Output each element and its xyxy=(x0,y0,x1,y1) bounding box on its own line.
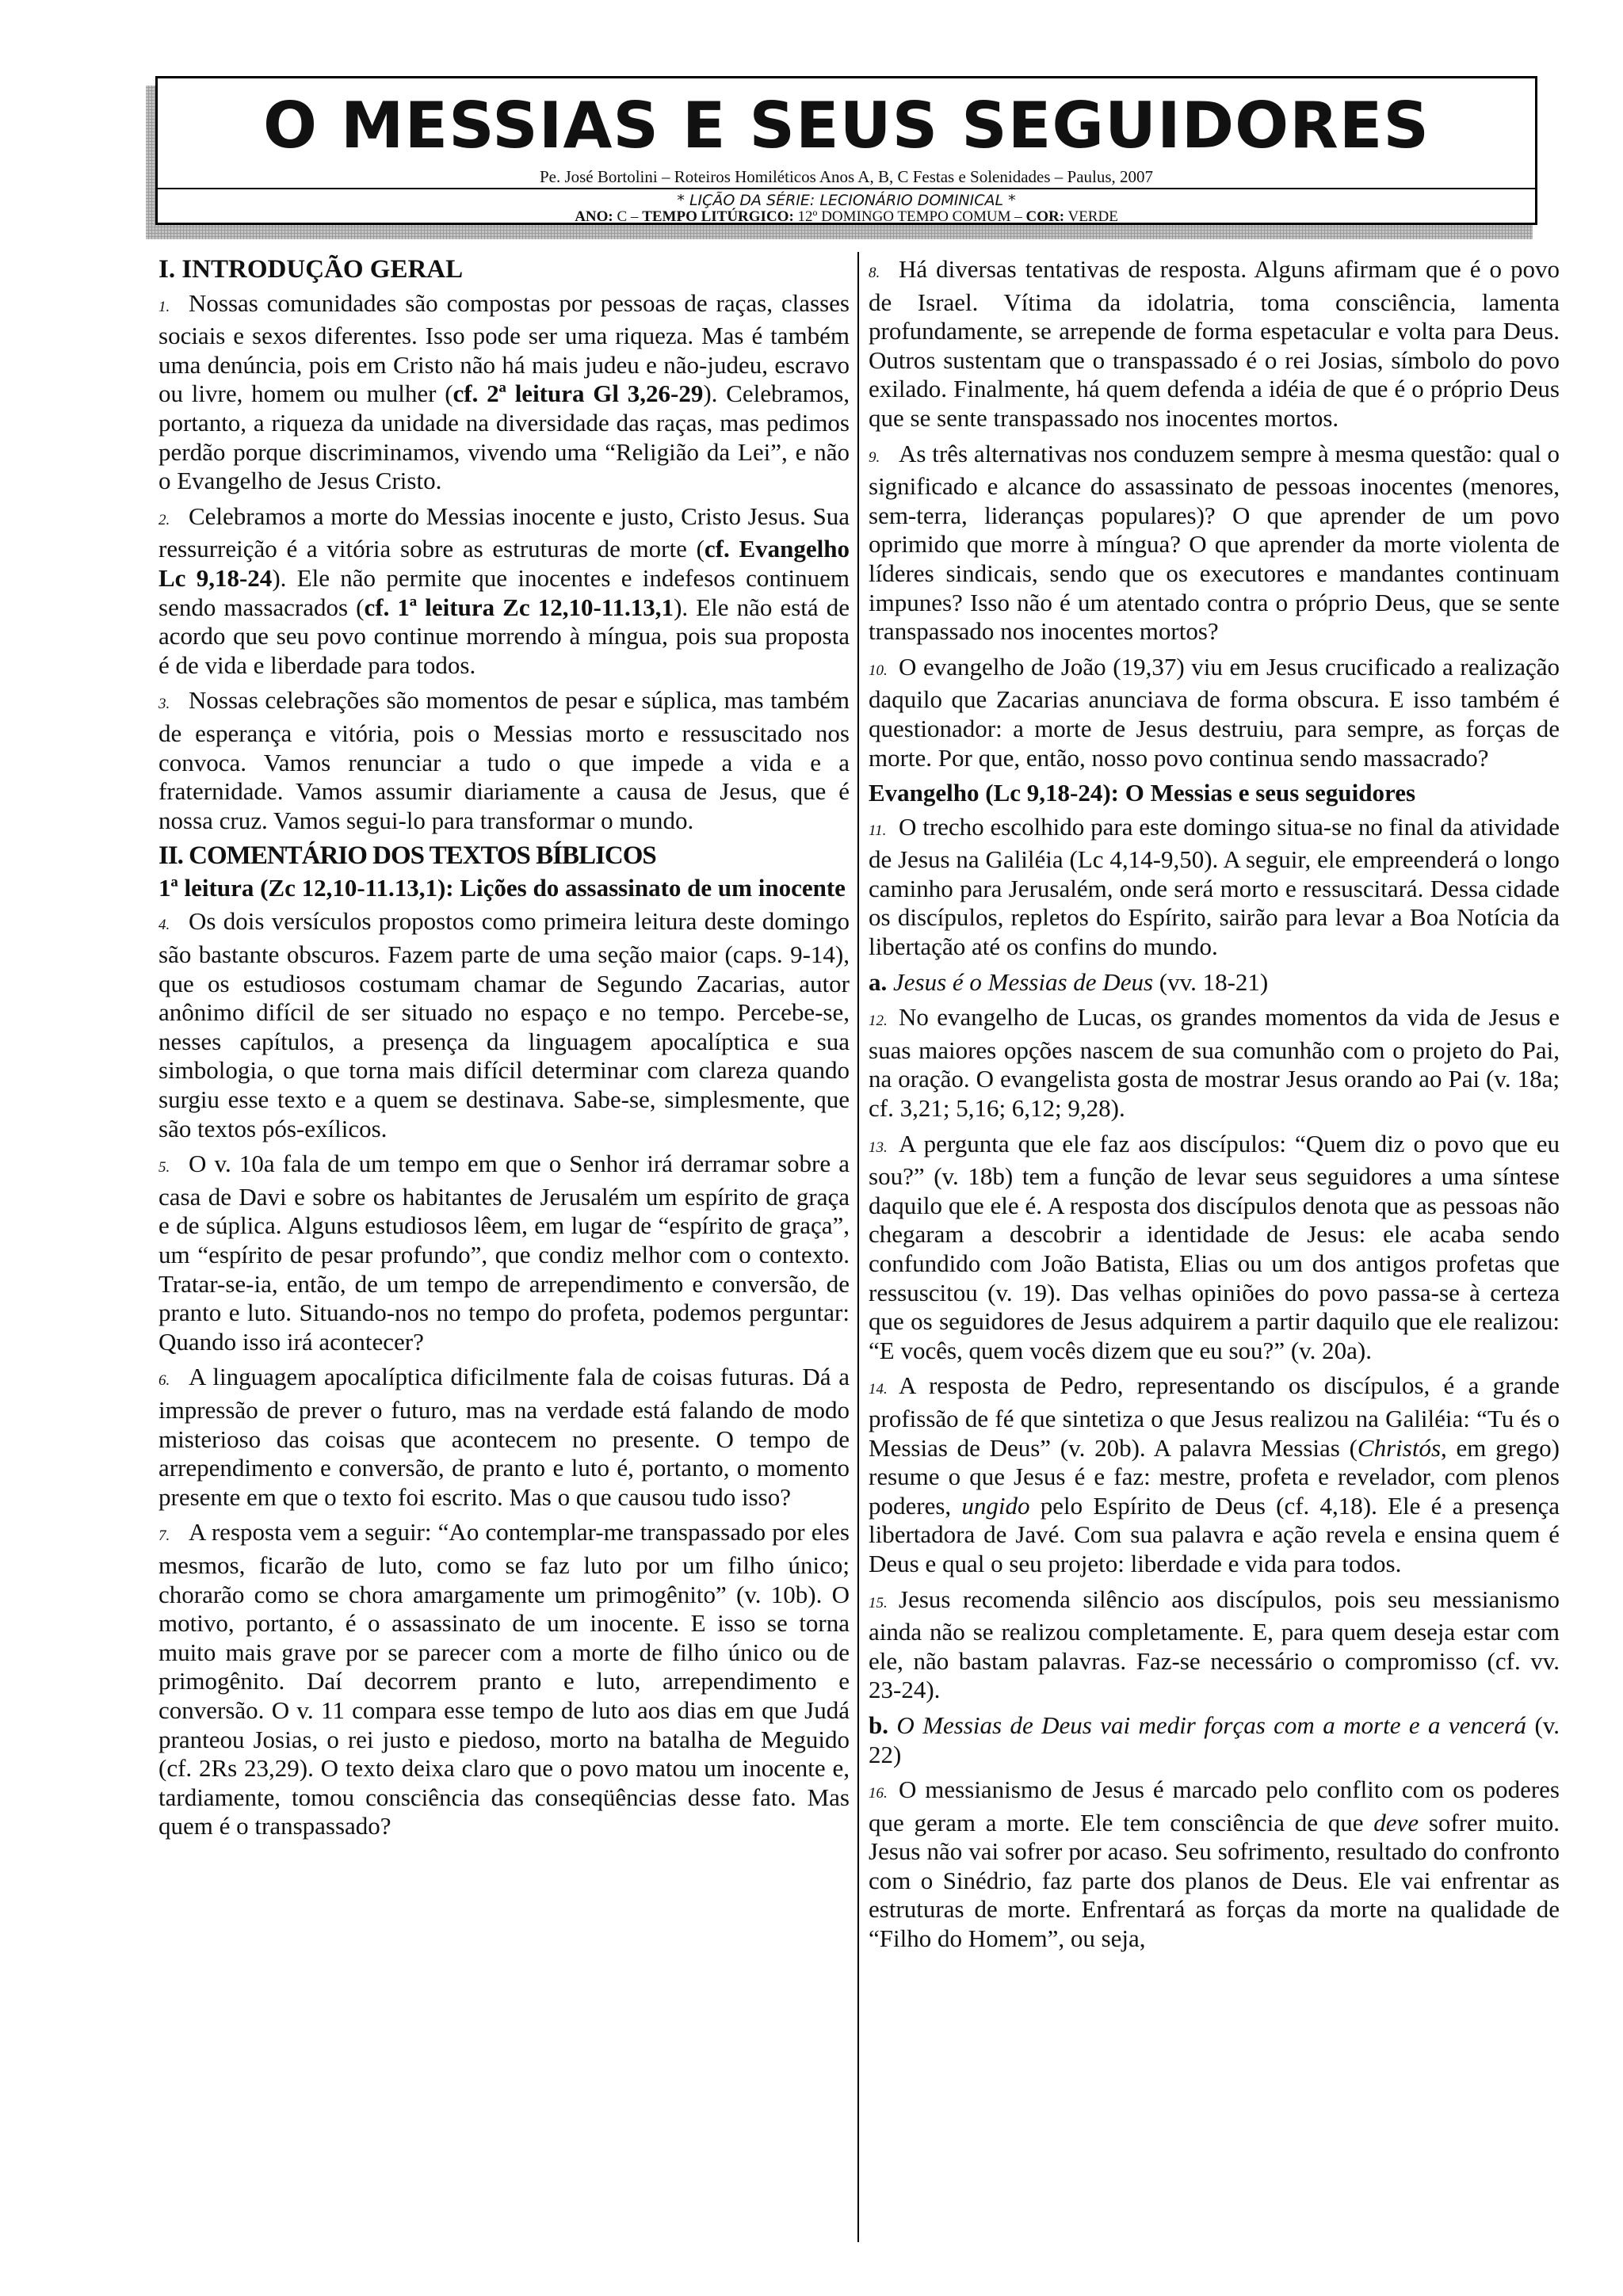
reference-bold: cf. 2ª leitura Gl 3,26-29 xyxy=(453,379,704,408)
tempo-value: 12º DOMINGO TEMPO COMUM – xyxy=(797,208,1022,225)
subheading-title: Jesus é o Messias de Deus xyxy=(893,967,1154,996)
paragraph-text: Jesus recomenda silêncio aos discípulos, pois seu messianismo ainda não se realizou completamente. E, para quem deseja estar com ele, não bastam palavras. Faz-se necessário o compromisso (cf. vv. 23-24). xyxy=(869,1585,1560,1704)
term-italic: deve xyxy=(1373,1808,1419,1836)
paragraph-text: Há diversas tentativas de resposta. Alguns afirmam que é o povo de Israel. Vítima da idolatria, toma consciência, lamenta profundamente, se arrepende de forma espetacular e volta para Deus. Outros sustentam que o transpassado é o rei Josias, símbolo do povo exilado. Finalmente, há quem defenda a idéia de que é o próprio Deus que se sente transpassado nos inocentes mortos. xyxy=(869,255,1560,432)
term-italic: Christós xyxy=(1357,1433,1442,1462)
paragraph-text: Nossas comunidades são compostas por pessoas de raças, classes sociais e sexos diferentes. Isso pode ser uma riqueza. Mas é também uma denúncia, pois em Cristo não há mais judeu e não-judeu, escravo ou livre, homem ou mulher ( xyxy=(158,288,850,408)
paragraph-number: 10. xyxy=(869,662,888,679)
paragraph-text: A pergunta que ele faz aos discípulos: “Quem diz o povo que eu sou?” (v. 18b) tem a função de levar seus seguidores a uma síntese daquilo que ele é. A resposta dos discípulos denota que as pessoas não chegaram a descobrir a identidade de Jesus: ele acaba sendo confundido com João Batista, Elias ou um dos antigos profetas que ressuscitou (v. 19). Das velhas opiniões do povo passa-se à certeza que os seguidores de Jesus adquirem a partir daquilo que ele realizou: “E vocês, quem vocês dizem que eu sou?” (v. 20a). xyxy=(869,1129,1560,1364)
paragraph-8 xyxy=(869,255,1560,433)
paragraph-text: A resposta vem a seguir: “Ao contemplar-me transpassado por eles mesmos, ficarão de luto, como se faz luto por um filho único; chorarão como se chora amargamente um primogênito” (v. 10b). O motivo, portanto, é o assassinato de um inocente. E isso se torna muito mais grave por se parecer com a morte de filho único ou de primogênito. Daí decorrem pranto e luto, arrependimento e conversão. O v. 11 compara esse tempo de luto aos dias em que Judá pranteou Josias, o rei justo e piedoso, morto na batalha de Meguido (cf. 2Rs 23,29). O texto deixa claro que o povo matou um inocente e, tardiamente, tomou consciência das conseqüências desse fato. Mas quem é o transpassado? xyxy=(158,1518,850,1840)
paragraph-16 xyxy=(869,1775,1560,1954)
paragraph-14 xyxy=(869,1371,1560,1578)
paragraph-text: ). Celebramos, portanto, a riqueza da unidade na diversidade das raças, mas pedimos perdão porque discriminamos, vivendo uma “Religião da Lei”, e não o Evangelho de Jesus Cristo. xyxy=(158,379,850,495)
paragraph-number: 5. xyxy=(158,1159,170,1177)
paragraph-15 xyxy=(869,1585,1560,1705)
section-heading-intro: I. INTRODUÇÃO GERAL xyxy=(158,255,464,284)
author-line: Pe. José Bortolini – Roteiros Homiléticos Anos A, B, C Festas e Solenidades – Paulus, 2007 xyxy=(539,167,1154,186)
paragraph-5 xyxy=(158,1150,850,1356)
tempo-label: TEMPO LITÚRGICO: xyxy=(642,208,794,225)
paragraph-number: 15. xyxy=(869,1594,888,1611)
paragraph-number: 6. xyxy=(158,1372,170,1390)
paragraph-text: O v. 10a fala de um tempo em que o Senhor irá derramar sobre a casa de Davi e sobre os habitantes de Jerusalém um espírito de graça e de súplica. Alguns estudiosos lêem, em lugar de “espírito de graça”, um “espírito de pesar profundo”, que condiz melhor com o contexto. Tratar-se-ia, então, de um tempo de arrependimento e conversão, de pranto e luto. Situando-nos no tempo do profeta, podemos perguntar: Quando isso irá acontecer? xyxy=(158,1150,850,1356)
subheading-ref: (v. 22) xyxy=(869,1711,1560,1768)
gospel-heading: Evangelho (Lc 9,18-24): O Messias e seus seguidores xyxy=(869,779,1416,807)
subheading-letter: b. xyxy=(869,1711,888,1739)
paragraph-1 xyxy=(158,289,850,496)
paragraph-number: 12. xyxy=(869,1013,888,1030)
liturgy-meta-line xyxy=(158,208,1535,226)
paragraph-number: 14. xyxy=(869,1381,888,1398)
subheading-title: O Messias de Deus vai medir forças com a morte e a vencerá xyxy=(896,1711,1527,1739)
paragraph-2 xyxy=(158,502,850,681)
paragraph-text: O evangelho de João (19,37) viu em Jesus crucificado a realização daquilo que Zacarias anunciava de forma obscura. E isso também é questionador: a morte de Jesus destruiu, para sempre, as forças de morte. Por que, então, nosso povo continua sendo massacrado? xyxy=(869,652,1560,772)
paragraph-text: ). Ele não está de acordo que seu povo continue morrendo à míngua, pois sua proposta é de vida e liberdade para todos. xyxy=(158,593,850,679)
paragraph-text: sofrer muito. Jesus não vai sofrer por acaso. Seu sofrimento, resultado do confronto com o Sinédrio, faz parte dos planos de Deus. Ele vai enfrentar as estruturas de morte. Enfrentará as forças da morte na qualidade de “Filho do Homem”, ou seja, xyxy=(869,1808,1560,1953)
paragraph-number: 9. xyxy=(869,448,880,466)
paragraph-10 xyxy=(869,653,1560,772)
paragraph-text: A linguagem apocalíptica dificilmente fala de coisas futuras. Dá a impressão de prever o futuro, mas na verdade está falando de modo misterioso das coisas que acontecem no presente. O tempo de arrependimento e conversão, de pranto e luto é, portanto, o momento presente em que o texto foi escrito. Mas o que causou tudo isso? xyxy=(158,1363,850,1511)
ano-label: ANO: xyxy=(575,208,613,225)
paragraph-text: Os dois versículos propostos como primeira leitura deste domingo são bastante obscuros. Fazem parte de uma seção maior (caps. 9-14), que os estudiosos costumam chamar de Segundo Zacarias, autor anônimo difícil de ser situado no espaço e no tempo. Percebe-se, nesses capítulos, a presença da linguagem apocalíptica e sua simbologia, o que torna mais difícil determinar com clareza quando surgiu esse texto e a quem se destinava. Sabe-se, simplesmente, que são textos pós-exílicos. xyxy=(158,907,850,1142)
paragraph-6 xyxy=(158,1363,850,1512)
reference-bold: cf. 1ª leitura Zc 12,10-11.13,1 xyxy=(364,593,674,621)
header-box xyxy=(155,76,1537,225)
paragraph-text: Nossas celebrações são momentos de pesar e súplica, mas também de esperança e vitória, pois o Messias morto e ressuscitado nos convoca. Vamos renunciar a tudo o que impede a vida e a fraternidade. Vamos assumir diariamente a causa de Jesus, que é nossa cruz. Vamos segui-lo para transformar o mundo. xyxy=(158,686,850,834)
paragraph-text: , em grego) resume o que Jesus é e faz: mestre, profeta e revelador, com plenos poderes, xyxy=(869,1433,1560,1520)
paragraph-12 xyxy=(869,1003,1560,1123)
paragraph-9 xyxy=(869,440,1560,646)
paragraph-text: Celebramos a morte do Messias inocente e justo, Cristo Jesus. Sua ressurreição é a vitória sobre as estruturas de morte ( xyxy=(158,502,850,563)
reference-bold: cf. Evangelho Lc 9,18-24 xyxy=(158,535,850,592)
paragraph-text: pelo Espírito de Deus (cf. 4,18). Ele é a presença libertadora de Javé. Com sua palavra e ação revela e ensina quem é Deus e qual o seu projeto: liberdade e vida para todos. xyxy=(869,1491,1560,1577)
paragraph-number: 1. xyxy=(158,298,170,315)
page-title: O MESSIAS E SEUS SEGUIDORES xyxy=(262,89,1430,162)
paragraph-11 xyxy=(869,813,1560,962)
paragraph-number: 3. xyxy=(158,696,170,713)
paragraph-number: 7. xyxy=(158,1527,170,1545)
subheading-letter: a. xyxy=(869,967,888,996)
paragraph-number: 16. xyxy=(869,1785,888,1802)
paragraph-number: 13. xyxy=(869,1138,888,1156)
paragraph-text: No evangelho de Lucas, os grandes momentos da vida de Jesus e suas maiores opções nascem de sua comunhão com o projeto do Pai, na oração. O evangelista gosta de mostrar Jesus orando ao Pai (v. 18a; cf. 3,21; 5,16; 6,12; 9,28). xyxy=(869,1003,1560,1123)
paragraph-13 xyxy=(869,1130,1560,1366)
paragraph-text: ). Ele não permite que inocentes e indefesos continuem sendo massacrados ( xyxy=(158,563,850,621)
subheading-a xyxy=(869,968,1560,997)
paragraph-7 xyxy=(158,1518,850,1841)
section-heading-commentary: II. COMENTÁRIO DOS TEXTOS BÍBLICOS xyxy=(158,841,656,871)
paragraph-4 xyxy=(158,907,850,1143)
paragraph-number: 8. xyxy=(869,265,880,281)
paragraph-3 xyxy=(158,686,850,835)
series-line: * LIÇÃO DA SÉRIE: LECIONÁRIO DOMINICAL * xyxy=(677,192,1016,209)
paragraph-number: 4. xyxy=(158,917,170,934)
paragraph-text: O messianismo de Jesus é marcado pelo conflito com os poderes que geram a morte. Ele tem consciência de que xyxy=(869,1775,1560,1836)
subheading-ref: (vv. 18-21) xyxy=(1159,967,1269,996)
column-divider xyxy=(857,252,859,2242)
paragraph-text: O trecho escolhido para este domingo situa-se no final da atividade de Jesus na Galiléia (Lc 4,14-9,50). A seguir, ele empreenderá o longo caminho para Jerusalém, onde será morto e ressuscitará. Dessa cidade os discípulos, repletos do Espírito, sairão para levar a Boa Notícia da libertação até os confins do mundo. xyxy=(869,812,1560,961)
right-column xyxy=(869,255,1560,1960)
term-italic: ungido xyxy=(961,1491,1030,1520)
header-divider xyxy=(158,188,1535,189)
left-column xyxy=(158,255,850,1848)
cor-label: COR: xyxy=(1025,208,1065,225)
paragraph-number: 2. xyxy=(158,511,170,528)
paragraph-text: As três alternativas nos conduzem sempre à mesma questão: qual o significado e alcance do assassinato de pessoas inocentes (menores, sem-terra, lideranças populares)? O que aprender de um povo oprimido que morre à míngua? O que aprender da morte violenta de líderes sindicais, sendo que os executores e mandantes continuam impunes? Isso não é um atentado contra o próprio Deus, que se sente transpassado nos inocentes mortos? xyxy=(869,439,1560,646)
paragraph-text: A resposta de Pedro, representando os discípulos, é a grande profissão de fé que sintetiza o que Jesus realizou na Galiléia: “Tu és o Messias de Deus” (v. 20b). A palavra Messias ( xyxy=(869,1371,1560,1462)
ano-value: C – xyxy=(617,208,639,225)
paragraph-number: 11. xyxy=(869,822,887,839)
reading-heading: 1ª leitura (Zc 12,10-11.13,1): Lições do assassinato de um inocente xyxy=(158,873,846,902)
subheading-b xyxy=(869,1711,1560,1769)
cor-value: VERDE xyxy=(1067,208,1118,225)
